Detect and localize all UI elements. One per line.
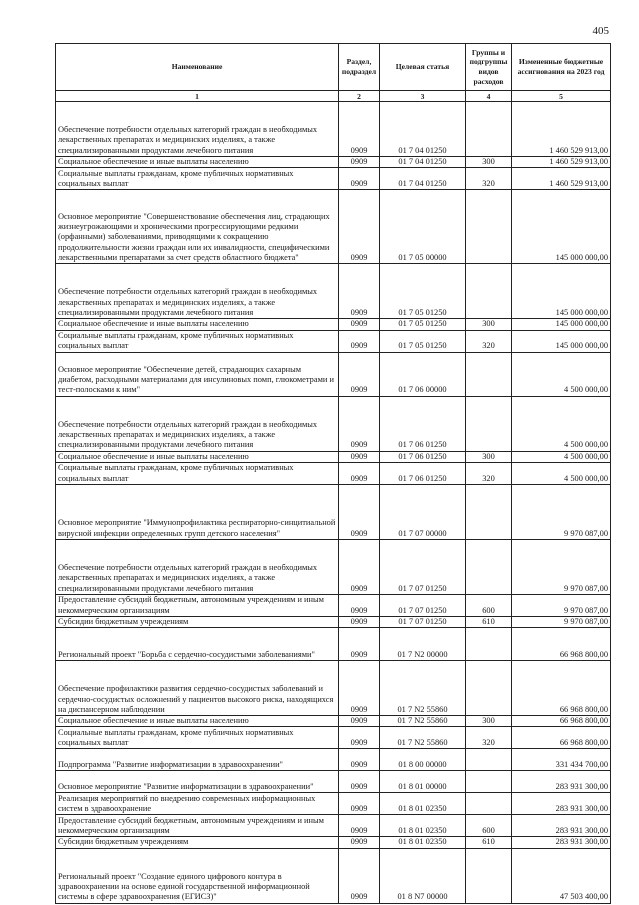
row-amount: 9 970 087,00 xyxy=(512,539,611,594)
row-target: 01 7 06 01250 xyxy=(380,451,466,462)
row-section: 0909 xyxy=(339,319,380,330)
row-amount: 9 970 087,00 xyxy=(512,616,611,627)
row-name: Основное мероприятие "Обеспечение детей, страдающих сахарным диабетом, расходными материалами для инсулиновых помп, глюкометрами и тест-полосками к ним" xyxy=(56,352,339,396)
row-target: 01 8 01 00000 xyxy=(380,771,466,793)
row-group xyxy=(466,793,512,815)
row-target: 01 7 N2 00000 xyxy=(380,628,466,661)
row-target: 01 8 01 02350 xyxy=(380,793,466,815)
row-target: 01 7 05 01250 xyxy=(380,319,466,330)
table-row xyxy=(56,727,611,749)
table-row xyxy=(56,793,611,815)
row-section: 0909 xyxy=(339,330,380,352)
row-group: 320 xyxy=(466,462,512,484)
column-number-row xyxy=(56,91,611,102)
row-section: 0909 xyxy=(339,749,380,771)
row-amount: 4 500 000,00 xyxy=(512,396,611,451)
table-row xyxy=(56,628,611,661)
table-row xyxy=(56,594,611,616)
row-group xyxy=(466,661,512,716)
row-section: 0909 xyxy=(339,815,380,837)
table-row xyxy=(56,396,611,451)
row-section: 0909 xyxy=(339,594,380,616)
row-amount: 1 460 529 913,00 xyxy=(512,168,611,190)
row-amount: 145 000 000,00 xyxy=(512,264,611,319)
table-row xyxy=(56,716,611,727)
row-amount: 66 968 800,00 xyxy=(512,727,611,749)
row-name: Социальное обеспечение и иные выплаты населению xyxy=(56,319,339,330)
row-group xyxy=(466,352,512,396)
row-section: 0909 xyxy=(339,264,380,319)
table-row xyxy=(56,539,611,594)
row-name: Социальное обеспечение и иные выплаты населению xyxy=(56,716,339,727)
table-row xyxy=(56,264,611,319)
row-group xyxy=(466,102,512,157)
row-group: 320 xyxy=(466,168,512,190)
row-amount: 47 503 400,00 xyxy=(512,848,611,903)
table-row xyxy=(56,616,611,627)
row-name: Обеспечение потребности отдельных категорий граждан в необходимых лекарственных препаратах и медицинских изделиях, а также специализированными продуктами лечебного питания xyxy=(56,102,339,157)
header-target: Целевая статья xyxy=(380,44,466,91)
row-section: 0909 xyxy=(339,539,380,594)
row-name: Социальные выплаты гражданам, кроме публичных нормативных социальных выплат xyxy=(56,462,339,484)
header-groups: Группы и подгруппы видов расходов xyxy=(466,44,512,91)
row-group: 320 xyxy=(466,727,512,749)
row-name: Предоставление субсидий бюджетным, автономным учреждениям и иным некоммерческим организациям xyxy=(56,815,339,837)
row-amount: 283 931 300,00 xyxy=(512,837,611,848)
row-name: Обеспечение профилактики развития сердечно-сосудистых заболеваний и сердечно-сосудистых осложнений у пациентов высокого риска, находящихся на диспансерном наблюдении xyxy=(56,661,339,716)
row-name: Подпрограмма "Развитие информатизации в здравоохранении" xyxy=(56,749,339,771)
row-target: 01 7 07 01250 xyxy=(380,539,466,594)
row-group xyxy=(466,749,512,771)
row-name: Социальные выплаты гражданам, кроме публичных нормативных социальных выплат xyxy=(56,168,339,190)
row-target: 01 7 06 01250 xyxy=(380,396,466,451)
row-target: 01 7 N2 55860 xyxy=(380,661,466,716)
table-row xyxy=(56,157,611,168)
row-target: 01 7 05 01250 xyxy=(380,264,466,319)
row-group xyxy=(466,396,512,451)
row-section: 0909 xyxy=(339,352,380,396)
row-amount: 283 931 300,00 xyxy=(512,793,611,815)
row-amount: 66 968 800,00 xyxy=(512,628,611,661)
table-header-row xyxy=(56,44,611,91)
table-row xyxy=(56,484,611,539)
row-target: 01 8 N7 00000 xyxy=(380,848,466,903)
row-name: Социальные выплаты гражданам, кроме публичных нормативных социальных выплат xyxy=(56,330,339,352)
header-name: Наименование xyxy=(56,44,339,91)
row-group xyxy=(466,848,512,903)
column-number: 5 xyxy=(512,91,611,102)
row-name: Реализация мероприятий по внедрению современных информационных систем в здравоохранение xyxy=(56,793,339,815)
row-amount: 4 500 000,00 xyxy=(512,451,611,462)
row-group: 300 xyxy=(466,716,512,727)
row-section: 0909 xyxy=(339,102,380,157)
row-group: 300 xyxy=(466,319,512,330)
row-name: Региональный проект "Борьба с сердечно-сосудистыми заболеваниями" xyxy=(56,628,339,661)
row-target: 01 7 04 01250 xyxy=(380,102,466,157)
row-section: 0909 xyxy=(339,462,380,484)
table-row xyxy=(56,837,611,848)
row-section: 0909 xyxy=(339,616,380,627)
row-section: 0909 xyxy=(339,848,380,903)
row-name: Обеспечение потребности отдельных категорий граждан в необходимых лекарственных препаратах и медицинских изделиях, а также специализированными продуктами лечебного питания xyxy=(56,539,339,594)
row-target: 01 8 00 00000 xyxy=(380,749,466,771)
row-amount: 283 931 300,00 xyxy=(512,815,611,837)
row-section: 0909 xyxy=(339,396,380,451)
row-amount: 145 000 000,00 xyxy=(512,190,611,264)
row-group xyxy=(466,484,512,539)
row-section: 0909 xyxy=(339,716,380,727)
row-section: 0909 xyxy=(339,157,380,168)
table-row xyxy=(56,462,611,484)
row-section: 0909 xyxy=(339,451,380,462)
row-target: 01 7 04 01250 xyxy=(380,168,466,190)
row-section: 0909 xyxy=(339,727,380,749)
row-amount: 1 460 529 913,00 xyxy=(512,102,611,157)
table-row xyxy=(56,771,611,793)
row-group: 600 xyxy=(466,815,512,837)
table-row xyxy=(56,330,611,352)
row-section: 0909 xyxy=(339,628,380,661)
budget-table xyxy=(55,43,611,904)
row-amount: 9 970 087,00 xyxy=(512,594,611,616)
row-section: 0909 xyxy=(339,168,380,190)
row-group: 600 xyxy=(466,594,512,616)
row-amount: 9 970 087,00 xyxy=(512,484,611,539)
row-amount: 4 500 000,00 xyxy=(512,462,611,484)
row-section: 0909 xyxy=(339,190,380,264)
row-amount: 331 434 700,00 xyxy=(512,749,611,771)
row-amount: 283 931 300,00 xyxy=(512,771,611,793)
row-name: Социальное обеспечение и иные выплаты населению xyxy=(56,451,339,462)
page-number: 405 xyxy=(592,25,609,37)
row-group: 300 xyxy=(466,157,512,168)
header-section: Раздел, подраздел xyxy=(339,44,380,91)
row-name: Социальные выплаты гражданам, кроме публичных нормативных социальных выплат xyxy=(56,727,339,749)
row-target: 01 7 07 01250 xyxy=(380,594,466,616)
table-row xyxy=(56,102,611,157)
row-target: 01 7 06 00000 xyxy=(380,352,466,396)
row-name: Субсидии бюджетным учреждениям xyxy=(56,616,339,627)
row-target: 01 7 04 01250 xyxy=(380,157,466,168)
row-section: 0909 xyxy=(339,837,380,848)
row-target: 01 7 05 01250 xyxy=(380,330,466,352)
row-group: 610 xyxy=(466,837,512,848)
row-amount: 4 500 000,00 xyxy=(512,352,611,396)
row-name: Обеспечение потребности отдельных категорий граждан в необходимых лекарственных препаратах и медицинских изделиях, а также специализированными продуктами лечебного питания xyxy=(56,264,339,319)
row-amount: 66 968 800,00 xyxy=(512,716,611,727)
column-number: 3 xyxy=(380,91,466,102)
row-target: 01 8 01 02350 xyxy=(380,837,466,848)
row-name: Социальное обеспечение и иные выплаты населению xyxy=(56,157,339,168)
row-section: 0909 xyxy=(339,661,380,716)
row-group xyxy=(466,264,512,319)
row-amount: 66 968 800,00 xyxy=(512,661,611,716)
row-amount: 1 460 529 913,00 xyxy=(512,157,611,168)
row-group: 320 xyxy=(466,330,512,352)
row-target: 01 7 N2 55860 xyxy=(380,727,466,749)
row-name: Предоставление субсидий бюджетным, автономным учреждениям и иным некоммерческим организациям xyxy=(56,594,339,616)
row-target: 01 7 N2 55860 xyxy=(380,716,466,727)
row-target: 01 7 06 01250 xyxy=(380,462,466,484)
row-name: Основное мероприятие "Развитие информатизации в здравоохранении" xyxy=(56,771,339,793)
row-name: Основное мероприятие "Совершенствование обеспечения лиц, страдающих жизнеугрожающими и хроническими прогрессирующими редкими (орфанными) заболеваниями, приводящими к сокращению продолжительности жизни граждан или их инвалидности, специфическими лекарственными препаратами за счет средств областного бюджета" xyxy=(56,190,339,264)
row-name: Субсидии бюджетным учреждениям xyxy=(56,837,339,848)
row-target: 01 7 07 01250 xyxy=(380,616,466,627)
row-section: 0909 xyxy=(339,771,380,793)
row-group xyxy=(466,628,512,661)
table-row xyxy=(56,815,611,837)
row-group xyxy=(466,190,512,264)
table-row xyxy=(56,451,611,462)
row-amount: 145 000 000,00 xyxy=(512,319,611,330)
column-number: 2 xyxy=(339,91,380,102)
table-row xyxy=(56,848,611,903)
column-number: 1 xyxy=(56,91,339,102)
table-row xyxy=(56,661,611,716)
row-target: 01 8 01 02350 xyxy=(380,815,466,837)
row-group: 300 xyxy=(466,451,512,462)
row-group: 610 xyxy=(466,616,512,627)
row-group xyxy=(466,539,512,594)
table-row xyxy=(56,749,611,771)
table-row xyxy=(56,319,611,330)
row-section: 0909 xyxy=(339,793,380,815)
row-name: Региональный проект "Создание единого цифрового контура в здравоохранении на основе единой государственной информационной системы в сфере здравоохранения (ЕГИСЗ)" xyxy=(56,848,339,903)
table-row xyxy=(56,168,611,190)
row-target: 01 7 05 00000 xyxy=(380,190,466,264)
table-row xyxy=(56,190,611,264)
row-group xyxy=(466,771,512,793)
row-name: Обеспечение потребности отдельных категорий граждан в необходимых лекарственных препаратах и медицинских изделиях, а также специализированными продуктами лечебного питания xyxy=(56,396,339,451)
row-name: Основное мероприятие "Иммунопрофилактика респираторно-синцитиальной вирусной инфекции определенных групп детского населения" xyxy=(56,484,339,539)
table-row xyxy=(56,352,611,396)
row-target: 01 7 07 00000 xyxy=(380,484,466,539)
header-amount: Измененные бюджетные ассигнования на 2023 год xyxy=(512,44,611,91)
column-number: 4 xyxy=(466,91,512,102)
row-amount: 145 000 000,00 xyxy=(512,330,611,352)
row-section: 0909 xyxy=(339,484,380,539)
